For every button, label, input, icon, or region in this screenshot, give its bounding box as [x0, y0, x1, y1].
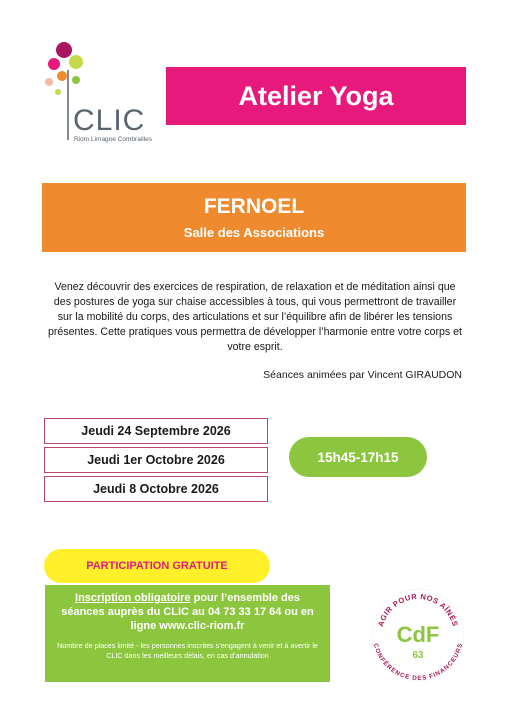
description-text: Venez découvrir des exercices de respiration, de relaxation et de méditation ainsi que des postures de yoga sur chaise accessibles à tous, qui vous permettront de travailler sur la mobilité du corps, des articulations et sur l’équilibre afin de libérer les tensions présentes. Cette pratiques vous permettra de développer l’harmonie entre votre corps et votre esprit.	[48, 281, 462, 353]
date-item: Jeudi 1er Octobre 2026	[44, 447, 268, 473]
seal-top-text: AGIR POUR NOS AÎNÉS	[376, 591, 460, 628]
registration-required: Inscription obligatoire	[75, 592, 191, 604]
cdf-seal-icon	[370, 587, 466, 683]
date-item: Jeudi 24 Septembre 2026	[44, 418, 268, 444]
date-item: Jeudi 8 Octobre 2026	[44, 476, 268, 502]
time-badge: 15h45-17h15	[289, 437, 427, 477]
location-banner	[42, 183, 466, 252]
logo-name: CLIC	[73, 104, 146, 137]
clic-logo	[40, 40, 160, 150]
location-venue: Salle des Associations	[183, 225, 325, 240]
registration-box	[45, 585, 330, 682]
seal-number: 63	[412, 650, 424, 661]
registration-note: Nombre de places limité - les personnes inscrites s’engagent à venir et à avertir le CLIC dans les meilleurs délais, en cas d’annulation	[57, 641, 318, 660]
dates-list	[44, 418, 268, 505]
registration-details: pour l’ensemble des séances auprès du CLIC au 04 73 33 17 64 ou en ligne www.clic-riom.fr	[61, 592, 314, 632]
logo-subtitle: Riom Limagne Combrailles	[74, 136, 153, 143]
registration-text	[53, 591, 322, 633]
cdf-seal	[370, 587, 466, 683]
animator-text: Séances animées par Vincent GIRAUDON	[263, 369, 462, 381]
seal-letters: CdF	[396, 622, 440, 647]
svg-text:CONFÉRENCE DES FINANCEURS	[372, 643, 464, 682]
participation-badge: PARTICIPATION GRATUITE	[44, 549, 270, 583]
seal-bottom-text: CONFÉRENCE DES FINANCEURS	[371, 642, 465, 683]
page-title: Atelier Yoga	[166, 67, 466, 125]
location-town: FERNOEL	[203, 195, 305, 218]
